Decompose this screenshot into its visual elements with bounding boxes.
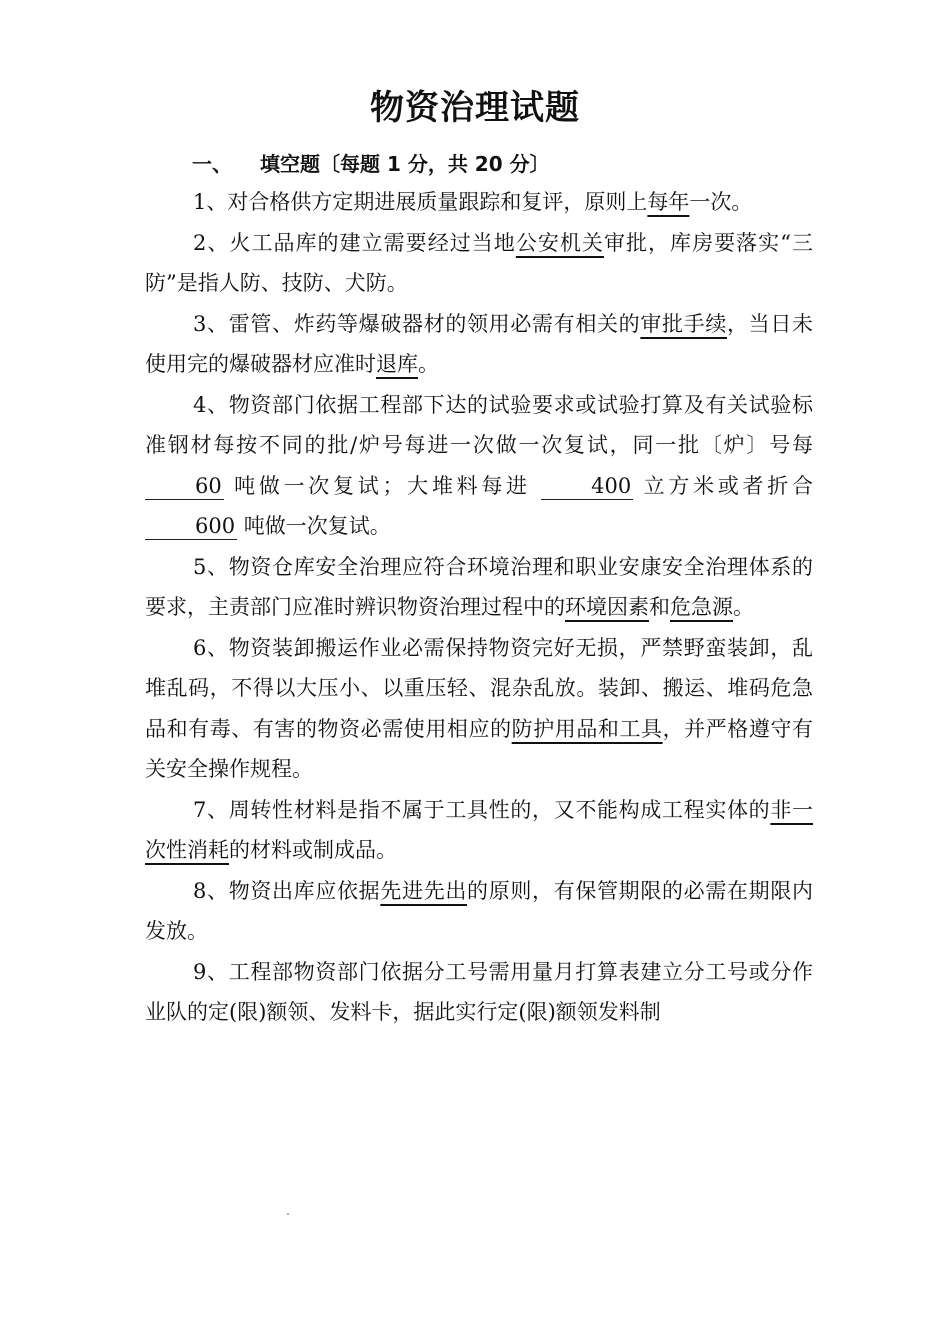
page-title: 物资治理试题 (370, 88, 580, 128)
question-3: 3、雷管、炸药等爆破器材的领用必需有相关的审批手续，当日未使用完的爆破器材应准时退库。 (145, 311, 814, 376)
answer-blank: 环境因素 (565, 595, 649, 619)
answer-blank: 60 (145, 473, 224, 500)
question-8: 8、物资出库应依据先进先出的原则，有保管期限的必需在期限内发放。 (145, 878, 814, 943)
question-7: 7、周转性材料是指不属于工具性的，又不能构成工程实体的非一次性消耗的材料或制成品。 (145, 797, 814, 862)
section-label: 填空题〔每题 1 分，共 20 分〕 (260, 152, 550, 176)
answer-blank: 每年 (647, 190, 690, 214)
answer-blank: 防护用品和工具 (511, 716, 663, 741)
question-6: 6、物资装卸搬运作业必需保持物资完好无损，严禁野蛮装卸，乱堆乱码，不得以大压小、以重压轻、混杂乱放。装卸、搬运、堆码危急品和有毒、有害的物资必需使用相应的防护用品和工具，并严格遵守有关安全操作规程。 (145, 635, 814, 781)
question-list (145, 182, 813, 1033)
answer-blank: 审批手续 (640, 311, 728, 336)
question-4: 4、物资部门依据工程部下达的试验要求或试验打算及有关试验标准钢材每按不同的批/炉号每进一次做一次复试，同一批〔炉〕号每 60 吨做一次复试；大堆料每进 400 立方米或者折合 600 吨做一次复试。 (145, 392, 813, 538)
section-number: 一、 (192, 152, 232, 176)
answer-blank: 退库 (376, 352, 418, 376)
page-dot (287, 1213, 289, 1215)
question-1: 1、对合格供方定期进展质量跟踪和复评，原则上每年一次。 (193, 190, 753, 214)
section-heading (192, 148, 550, 177)
answer-blank: 600 (145, 513, 237, 540)
answer-blank: 400 (541, 473, 633, 500)
question-9: 9、工程部物资部门依据分工号需用量月打算表建立分工号或分作业队的定(限)额领、发料卡，据此实行定(限)额领发料制 (145, 959, 813, 1024)
answer-blank: 危急源 (670, 595, 733, 619)
answer-blank: 公安机关 (515, 230, 604, 255)
question-5: 5、物资仓库安全治理应符合环境治理和职业安康安全治理体系的要求，主责部门应准时辨识物资治理过程中的环境因素和危急源。 (145, 554, 813, 619)
answer-blank: 先进先出 (380, 878, 468, 903)
question-2: 2、火工品库的建立需要经过当地公安机关审批，库房要落实“三防”是指人防、技防、犬防。 (145, 230, 813, 295)
answer-blank: 非一次性消耗 (145, 797, 814, 862)
